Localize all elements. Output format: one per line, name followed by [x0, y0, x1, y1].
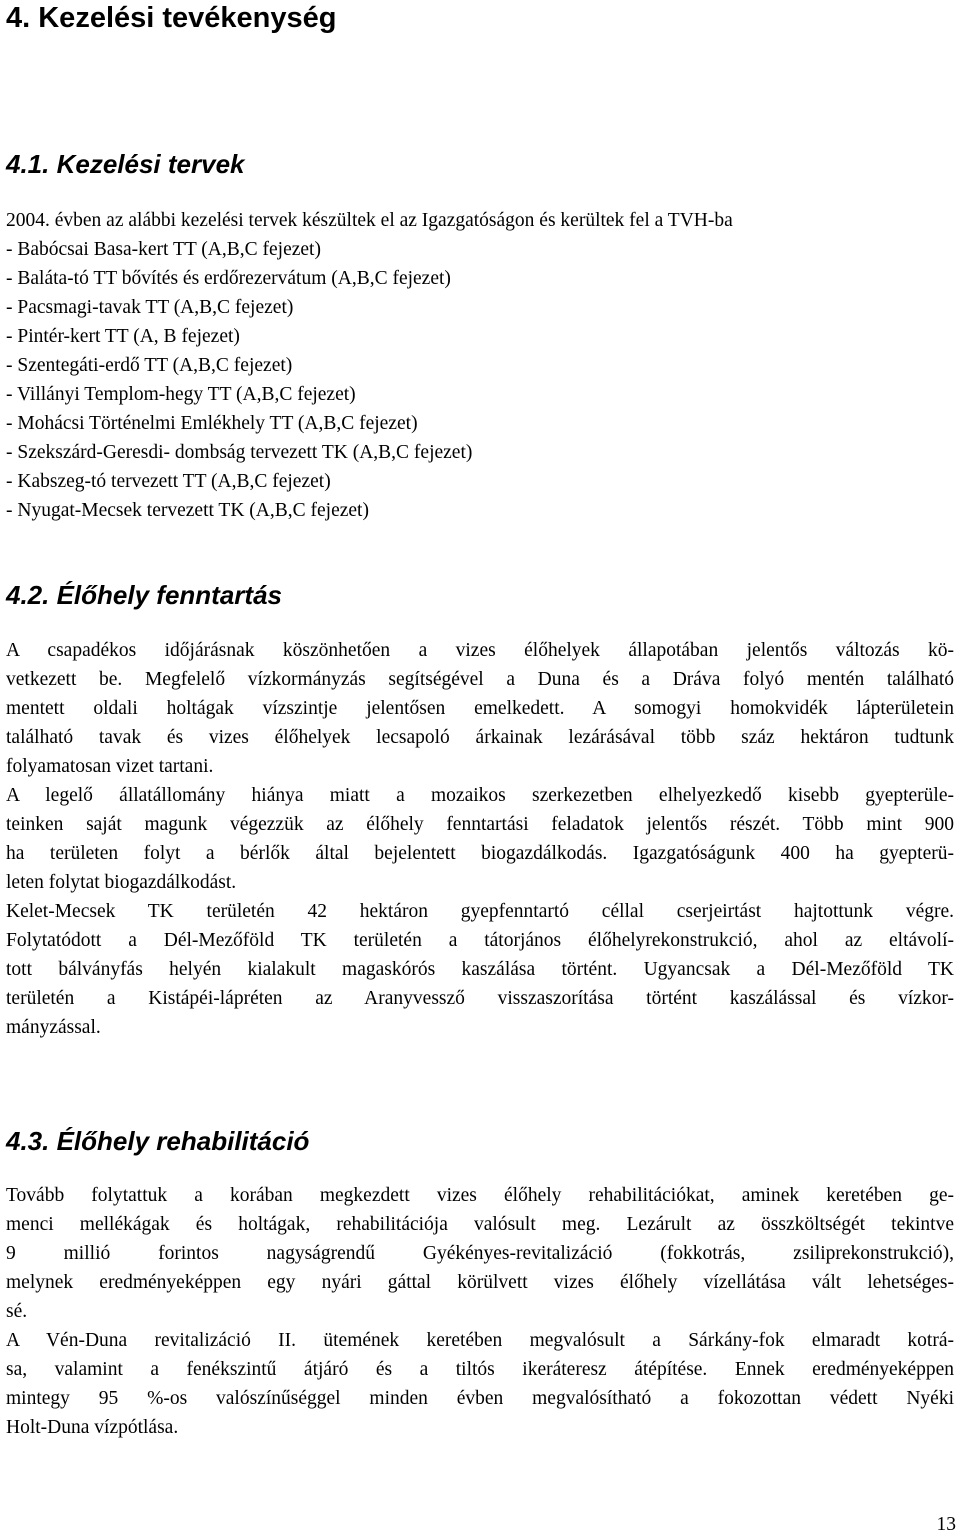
text-line: menci mellékágak és holtágak, rehabilitációja valósult meg. Lezárult az összköltségét tekintve [6, 1214, 954, 1235]
text-line: mányzással. [6, 1017, 101, 1038]
plan-item: - Pacsmagi-tavak TT (A,B,C fejezet) [6, 297, 294, 318]
text-line: A Vén-Duna revitalizáció II. ütemének keretében megvalósult a Sárkány-fok elmaradt kotrá- [6, 1330, 954, 1351]
section-heading-4-1: 4.1. Kezelési tervek [6, 149, 245, 179]
plan-list [6, 235, 954, 525]
section-4-2-body [6, 636, 954, 1042]
text-line: Tovább folytattuk a korában megkezdett vizes élőhely rehabilitációkat, aminek keretében ge- [6, 1185, 954, 1206]
text-line: melynek eredményeképpen egy nyári gáttal körülvett vizes élőhely vízellátása vált lehetséges- [6, 1272, 954, 1293]
section-4-1-body [6, 206, 954, 525]
text-line: A csapadékos időjárásnak köszönhetően a vizes élőhelyek állapotában jelentős változás kö- [6, 640, 954, 661]
text-line: vetkezett be. Megfelelő vízkormányzás segítségével a Duna és a Dráva folyó mentén található [6, 669, 954, 690]
plan-item: - Baláta-tó TT bővítés és erdőrezervátum (A,B,C fejezet) [6, 268, 451, 289]
text-line: sé. [6, 1301, 28, 1322]
text-line: tott bálványfás helyén kialakult magaskórós kaszálása történt. Ugyancsak a Dél-Mezőföld TK [6, 959, 954, 980]
text-line: ha területen folyt a bérlők által bejelentett biogazdálkodás. Igazgatóságunk 400 ha gyepterü- [6, 843, 954, 864]
text-line: 9 millió forintos nagyságrendű Gyékényes-revitalizáció (fokkotrás, zsiliprekonstrukció), [6, 1243, 954, 1264]
text-line: található tavak és vizes élőhelyek lecsapoló árkainak lezárásával több száz hektáron tudtunk [6, 727, 954, 748]
page-number: 13 [936, 1514, 956, 1535]
text-line: teinken saját magunk végezzük az élőhely fenntartási feladatok jelentős részét. Több mint 900 [6, 814, 954, 835]
plans-intro: 2004. évben az alábbi kezelési tervek készültek el az Igazgatóságon és kerültek fel a TVH-ba [6, 210, 733, 231]
plan-item: - Nyugat-Mecsek tervezett TK (A,B,C fejezet) [6, 500, 369, 521]
plan-item: - Szekszárd-Geresdi- dombság tervezett TK (A,B,C fejezet) [6, 442, 473, 463]
plan-item: - Babócsai Basa-kert TT (A,B,C fejezet) [6, 239, 321, 260]
plan-item: - Pintér-kert TT (A, B fejezet) [6, 326, 240, 347]
section-heading-4-3: 4.3. Élőhely rehabilitáció [6, 1126, 310, 1156]
text-line: területén a Kistápéi-lápréten az Aranyvessző visszaszorítása történt kaszálással és vízkor- [6, 988, 954, 1009]
text-line: folyamatosan vizet tartani. [6, 756, 214, 777]
text-line: mentett oldali holtágak vízszintje jelentősen emelkedett. A somogyi homokvidék lápterületein [6, 698, 954, 719]
text-line: leten folytat biogazdálkodást. [6, 872, 237, 893]
text-line: A legelő állatállomány hiánya miatt a mozaikos szerkezetben elhelyezkedő kisebb gyepterüle- [6, 785, 954, 806]
plan-item: - Szentegáti-erdő TT (A,B,C fejezet) [6, 355, 293, 376]
text-line: Holt-Duna vízpótlása. [6, 1417, 179, 1438]
plan-item: - Villányi Templom-hegy TT (A,B,C fejezet) [6, 384, 356, 405]
plan-item: - Kabszeg-tó tervezett TT (A,B,C fejezet) [6, 471, 331, 492]
plan-item: - Mohácsi Történelmi Emlékhely TT (A,B,C fejezet) [6, 413, 418, 434]
section-heading-4-2: 4.2. Élőhely fenntartás [6, 580, 282, 610]
text-line: Folytatódott a Dél-Mezőföld TK területén a tátorjános élőhelyrekonstrukció, ahol az eltávolí- [6, 930, 954, 951]
chapter-heading: 4. Kezelési tevékenység [6, 2, 337, 34]
section-4-3-body [6, 1181, 954, 1442]
text-line: mintegy 95 %-os valószínűséggel minden évben megvalósítható a fokozottan védett Nyéki [6, 1388, 954, 1409]
text-line: Kelet-Mecsek TK területén 42 hektáron gyepfenntartó céllal cserjeirtást hajtottunk végre. [6, 901, 954, 922]
text-line: sa, valamint a fenékszintű átjáró és a tiltós ikeráteresz átépítése. Ennek eredményeképpen [6, 1359, 954, 1380]
